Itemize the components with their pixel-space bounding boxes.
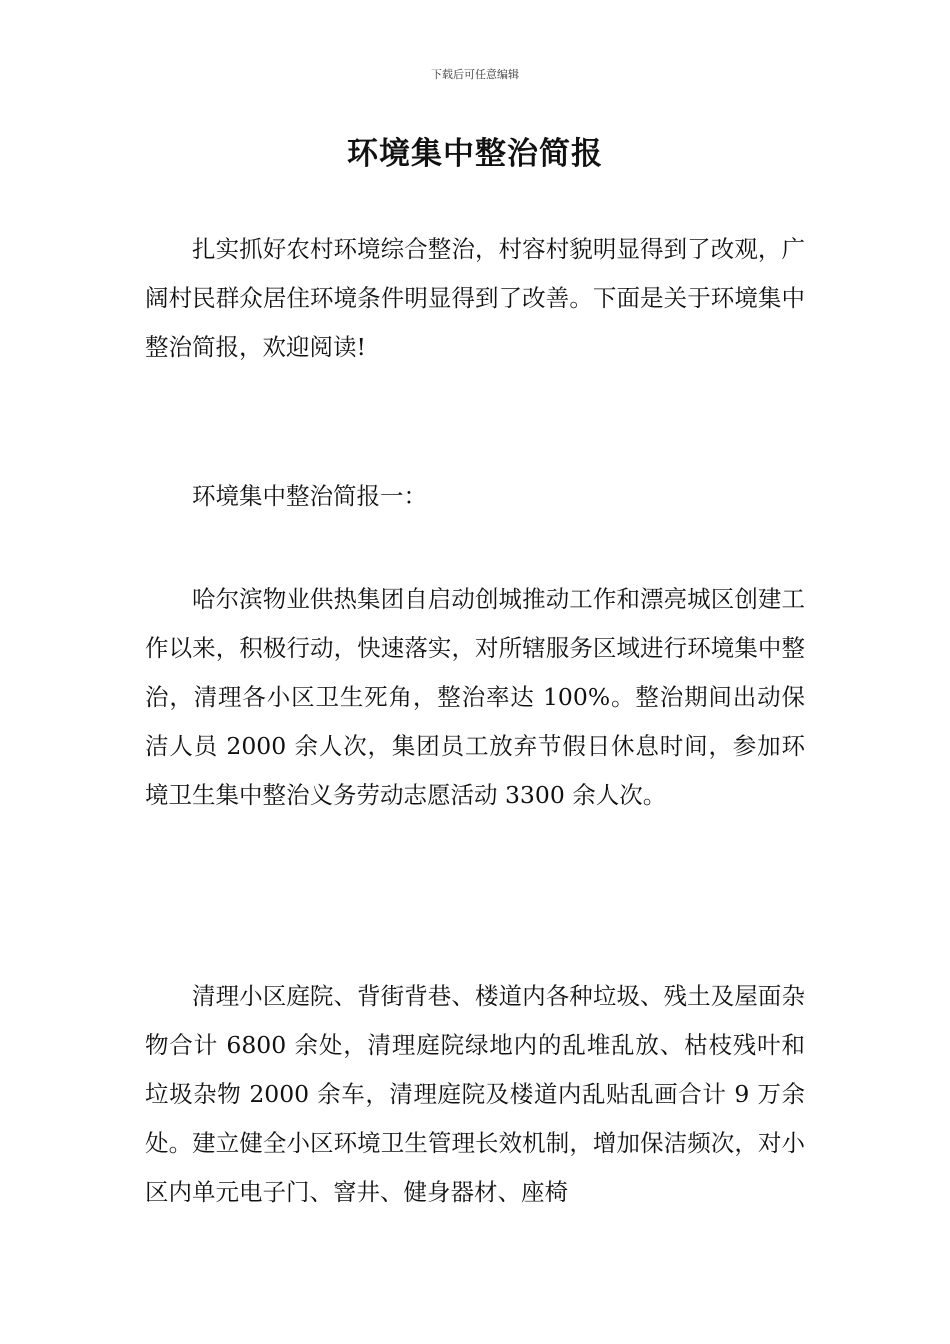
page-header-note: 下载后可任意编辑 [431, 68, 519, 81]
body-paragraph-2: 清理小区庭院、背街背巷、楼道内各种垃圾、残土及屋面杂物合计 6800 余处，清理庭院绿地内的乱堆乱放、枯枝残叶和垃圾杂物 2000 余车，清理庭院及楼道内乱贴乱画合计 9 万余处。建立健全小区环境卫生管理长效机制，增加保洁频次，对小区内单元电子门、窨井、健身器材、座椅 [145, 982, 805, 1206]
body-paragraph-1: 哈尔滨物业供热集团自启动创城推动工作和漂亮城区创建工作以来，积极行动，快速落实，对所辖服务区域进行环境集中整治，清理各小区卫生死角，整治率达 100%。整治期间出动保洁人员 2000 余人次，集团员工放弃节假日休息时间，参加环境卫生集中整治义务劳动志愿活动 3300 余人次。 [145, 585, 805, 809]
section-heading: 环境集中整治简报一： [192, 482, 427, 510]
document-title: 环境集中整治简报 [347, 136, 603, 172]
intro-paragraph: 扎实抓好农村环境综合整治，村容村貌明显得到了改观，广阔村民群众居住环境条件明显得到了改善。下面是关于环境集中整治简报，欢迎阅读! [145, 235, 805, 361]
